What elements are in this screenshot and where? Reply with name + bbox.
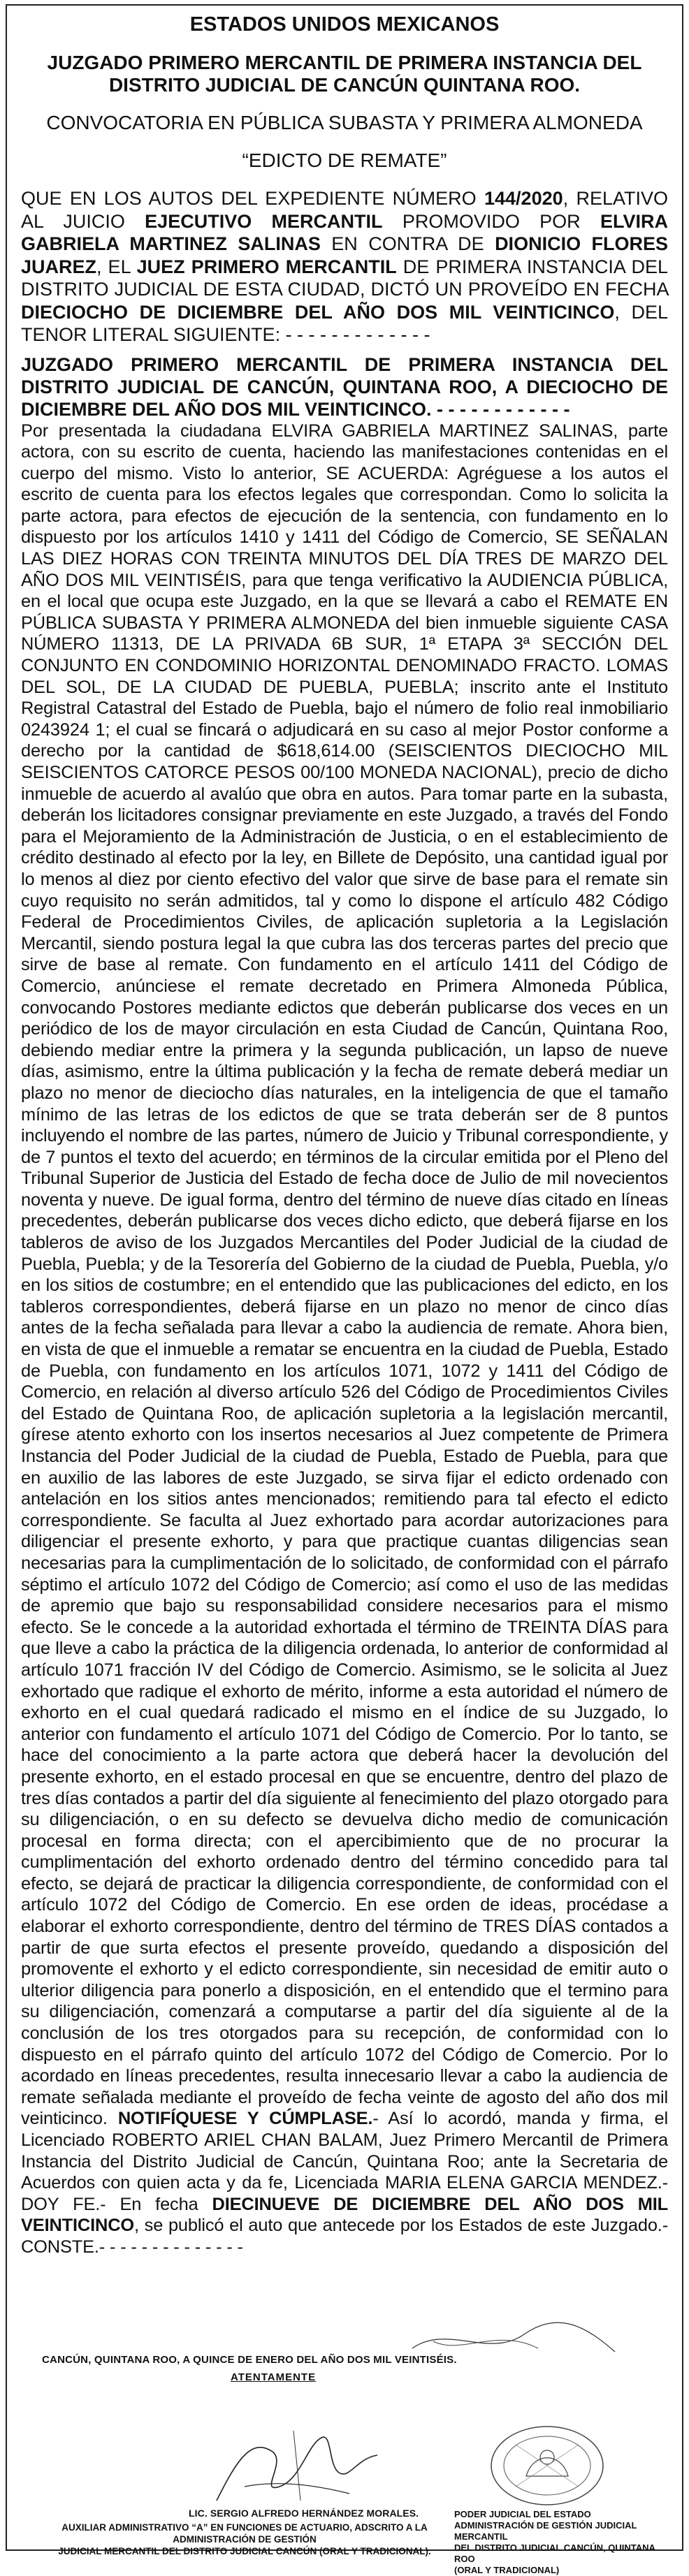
seal-text xyxy=(454,2509,664,2576)
court-heading: JUZGADO PRIMERO MERCANTIL DE PRIMERA INSTANCIA DEL DISTRITO JUDICIAL DE CANCÚN, QUINTANA ROO, A DIECIOCHO DE DICIEMBRE DEL AÑO DOS MIL VEINTICINCO. - - - - - - - - - - - - xyxy=(21,353,668,420)
juicio-type: EJECUTIVO MERCANTIL xyxy=(145,210,383,232)
notify-bold: NOTIFÍQUESE Y CÚMPLASE. xyxy=(117,2109,373,2129)
publication-date: DIECINUEVE DE DICIEMBRE DEL AÑO DOS MIL VEINTICINCO xyxy=(21,2194,668,2236)
intro-text-2: , RELATIVO AL JUICIO xyxy=(21,188,668,232)
seal-line-1: PODER JUDICIAL DEL ESTADO xyxy=(454,2509,591,2519)
actor-name: ELVIRA GABRIELA MARTINEZ SALINAS xyxy=(21,210,669,254)
signer-role-line-2: JUDICIAL MERCANTIL DEL DISTRITO JUDICIAL CANCÚN (ORAL Y TRADICIONAL). xyxy=(58,2546,431,2556)
place-date: CANCÚN, QUINTANA ROO, A QUINCE DE ENERO DEL AÑO DOS MIL VEINTISÉIS. xyxy=(42,2354,457,2366)
country-title: ESTADOS UNIDOS MEXICANOS xyxy=(189,13,500,36)
signature-area xyxy=(21,2354,668,2575)
court-seal-icon xyxy=(474,2417,621,2508)
court-title: JUZGADO PRIMERO MERCANTIL DE PRIMERA INSTANCIA DEL DISTRITO JUDICIAL DE CANCÚN QUINTANA ROO. xyxy=(47,52,642,96)
edicto-title: “EDICTO DE REMATE” xyxy=(242,149,447,171)
intro-text-6: DE PRIMERA INSTANCIA DEL DISTRITO JUDICIAL DE ESTA CIUDAD, DICTÓ UN PROVEÍDO EN FECHA xyxy=(21,256,669,300)
signer-role-line-1: AUXILIAR ADMINISTRATIVO “A” EN FUNCIONES DE ACTUARIO, ADSCRITO A LA ADMINISTRACIÓN DE GESTIÓN xyxy=(61,2522,428,2545)
signer-name: LIC. SERGIO ALFREDO HERNÁNDEZ MORALES. xyxy=(189,2508,419,2519)
proveido-date: DIECIOCHO DE DICIEMBRE DEL AÑO DOS MIL VEINTICINCO xyxy=(21,301,615,323)
intro-text-4: EN CONTRA DE xyxy=(320,233,495,254)
juez-title: JUEZ PRIMERO MERCANTIL xyxy=(136,256,397,277)
notify-end: , se publicó el auto que antecede por los Estados de este Juzgado.-CONSTE.- - - - - - - - - - - - - - xyxy=(21,2216,668,2257)
expediente-number: 144/2020 xyxy=(484,188,563,209)
body-text: Por presentada la ciudadana ELVIRA GABRIELA MARTINEZ SALINAS, parte actora, con su escrito de cuenta, haciendo las manifestaciones contenidas en el cuerpo del mismo. Visto lo anterior, SE ACUERDA: Agréguese a los autos el escrito de cuenta para los efectos legales que correspondan. Como lo solicita la parte actora, para efectos de ejecución de la sentencia, con fundamento en lo dispuesto por los artículos 1410 y 1411 del Código de Comercio, SE SEÑALAN LAS DIEZ HORAS CON TREINTA MINUTOS DEL DÍA TRES DE MARZO DEL AÑO DOS MIL VEINTISÉIS, para que tenga verificativo la AUDIENCIA PÚBLICA, en el local que ocupa este Juzgado, en la que se llevará a cabo el REMATE EN PÚBLICA SUBASTA Y PRIMERA ALMONEDA del bien inmueble siguiente CASA NÚMERO 11313, DE LA PRIVADA 6B SUR, 1ª ETAPA 3ª SECCIÓN DEL CONJUNTO EN CONDOMINIO HORIZONTAL DENOMINADO FRACTO. LOMAS DEL SOL, DE LA CIUDAD DE PUEBLA, PUEBLA; inscrito ante el Instituto Registral Catastral del Estado de Puebla, bajo el número de folio real inmobiliario 0243924 1; el cual se fincará o adjudicará en su caso al mejor Postor conforme a derecho por la cantidad de $618,614.00 (SEISCIENTOS DIECIOCHO MIL SEISCIENTOS CATORCE PESOS 00/100 MONEDA NACIONAL), precio de dicho inmueble de acuerdo al avalúo que obra en autos. Para tomar parte en la subasta, deberán los licitadores consignar previamente en este Juzgado, a través del Fondo para el Mejoramiento de la Administración de Justicia, o en el establecimiento de crédito destinado al efecto por la ley, en Billete de Depósito, una cantidad igual por lo menos al diez por ciento efectivo del valor que sirve de base para el remate sin cuyo requisito no serán admitidos, tal y como lo dispone el artículo 482 Código Federal de Procedimientos Civiles, de aplicación supletoria a la Legislación Mercantil, siendo postura legal la que cubra las dos terceras partes del precio que sirve de base al remate. Con fundamento en el artículo 1411 del Código de Comercio, anúnciese el remate decretado en Primera Almoneda Pública, convocando Postores mediante edictos que deberán publicarse dos veces en un periódico de los de mayor circulación en esta Ciudad de Cancún, Quintana Roo, debiendo mediar entre la primera y la segunda publicación, un lapso de nueve días, asimismo, entre la última publicación y la fecha de remate deberá mediar un plazo no menor de dieciocho días naturales, en la inteligencia de que el tamaño mínimo de las letras de los edictos de que se trata deberán ser de 8 puntos incluyendo el nombre de las partes, número de Juicio y Tribunal correspondiente, y de 7 puntos el texto del acuerdo; en términos de la circular emitida por el Pleno del Tribunal Superior de Justicia del Estado de fecha doce de Julio de mil novecientos noventa y nueve. De igual forma, dentro del término de nueve días citado en líneas precedentes, deberán publicarse dos veces dicho edicto, que deberá fijarse en los tableros de aviso de los Juzgados Mercantiles del Poder Judicial de la ciudad de Puebla, Puebla; y de la Tesorería del Gobierno de la ciudad de Puebla, Puebla, y/o en los sitios de costumbre; en el entendido que las publicaciones del edicto, en los tableros correspondientes, deberá fijarse en un plazo no menor de cinco días antes de la fecha señalada para llevar a cabo la audiencia de remate. Ahora bien, en vista de que el inmueble a rematar se encuentra en la ciudad de Puebla, Estado de Puebla, con fundamento en los artículos 1071, 1072 y 1411 del Código de Comercio, en relación al diverso artículo 526 del Código de Procedimientos Civiles del Estado de Quintana Roo, de aplicación supletoria a la legislación mercantil, gírese atento exhorto con los insertos necesarios al Juez competente de Primera Instancia del Poder Judicial de la ciudad de Puebla, Estado de Puebla, para que en auxilio de las labores de este Juzgado, se sirva fijar el edicto ordenado con antelación en los sitios antes mencionados; remitiendo para tal efecto el edicto correspondiente. Se faculta al Juez exhortado para acordar autorizaciones para diligenciar el presente exhorto, y para que practique cuantas diligencias sean necesarias para la cumplimentación de lo solicitado, de conformidad con el párrafo séptimo el artículo 1072 del Código de Comercio; así como el uso de las medidas de apremio que bajo su responsabilidad considere necesarios para el mismo efecto. Se le concede a la autoridad exhortada el término de TREINTA DÍAS para que lleve a cabo la práctica de la diligencia ordenada, lo anterior de conformidad al artículo 1071 fracción IV del Código de Comercio. Asimismo, se le solicita al Juez exhortado que radique el exhorto de mérito, informe a esta autoridad el número de exhorto en el cual quedará radicado el mismo en el índice de su Juzgado, lo anterior con fundamento el artículo 1071 del Código de Comercio. Por lo tanto, se hace del conocimiento a la parte actora que deberá hacer la devolución del presente exhorto, en el estado procesal en que se encuentre, dentro del plazo de tres días contados a partir del día siguiente al fenecimiento del plazo otorgado para su diligenciación, o en su defecto se devuelva dicho medio de comunicación procesal en forma directa; con el apercibimiento que de no procurar la cumplimentación del exhorto ordenado dentro del término concedido para tal efecto, se dejará de practicar la diligencia correspondiente, de conformidad con el artículo 1072 del Código de Comercio. En ese orden de ideas, procédase a elaborar el exhorto correspondiente, dentro del término de TRES DÍAS contados a partir de que surta efectos el presente proveído, quedando a disposición del promovente el exhorto y el edicto correspondiente, sin necesidad de emitir auto o ulterior diligencia para ponerlo a disposición, en el entendido que el termino para su diligenciación, comenzará a computarse a partir del día siguiente al de la conclusión de los tres otorgados para su recepción, de conformidad con lo dispuesto en el párrafo quinto del artículo 1072 del Código de Comercio. Por lo acordado en líneas precedentes, resulta innecesario llevar a cabo la audiencia de remate señalada mediante el proveído de fecha veinte de agosto del año dos mil veinticinco. xyxy=(21,420,668,2129)
intro-text-5: , EL xyxy=(96,256,137,277)
demandado-name: DIONICIO FLORES JUAREZ xyxy=(21,233,668,277)
body-paragraph xyxy=(21,420,668,2258)
edict-content xyxy=(21,13,668,2258)
intro-text-3: PROMOVIDO POR xyxy=(382,210,600,232)
convocatoria-title: CONVOCATORIA EN PÚBLICA SUBASTA Y PRIMERA ALMONEDA xyxy=(46,112,643,133)
seal-line-4: (ORAL Y TRADICIONAL) xyxy=(454,2565,560,2575)
intro-paragraph xyxy=(21,187,668,346)
notify-text: - Así lo acordó, manda y firma, el Licenciado ROBERTO ARIEL CHAN BALAM, Juez Primero Mercantil de Primera Instancia del Distrito Judicial de Cancún, Quintana Roo; ante la Secretaria de Acuerdos con quien acta y da fe, Licenciada MARIA ELENA GARCIA MENDEZ.- DOY FE.- En fecha xyxy=(21,2109,668,2214)
signer-role xyxy=(35,2522,454,2557)
handwritten-signature-icon xyxy=(210,2417,391,2515)
intro-text-7: , DEL TENOR LITERAL SIGUIENTE: - - - - - - - - - - - - - xyxy=(21,301,668,345)
atentamente-label: ATENTAMENTE xyxy=(231,2371,317,2383)
intro-text-1: QUE EN LOS AUTOS DEL EXPEDIENTE NÚMERO xyxy=(21,188,484,209)
seal-line-3: DEL DISTRITO JUDICIAL CANCÚN, QUINTANA ROO xyxy=(454,2542,655,2564)
seal-line-2: ADMINISTRACIÓN DE GESTIÓN JUDICIAL MERCANTIL xyxy=(454,2520,637,2542)
